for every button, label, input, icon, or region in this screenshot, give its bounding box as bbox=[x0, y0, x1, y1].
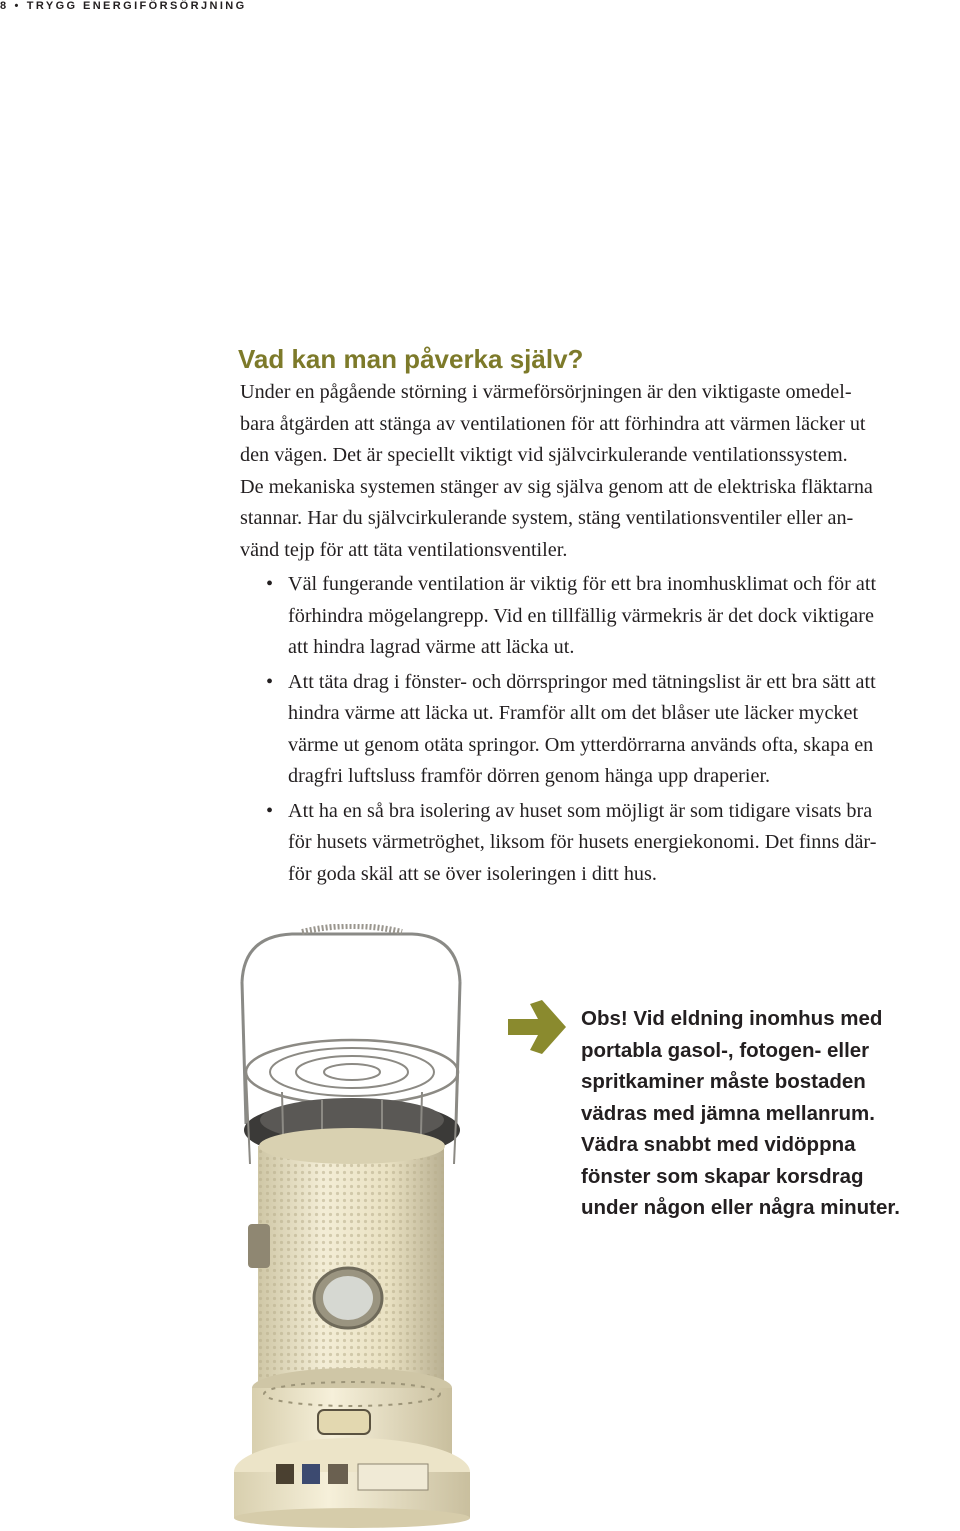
section-title: TRYGG ENERGIFÖRSÖRJNING bbox=[26, 0, 247, 12]
notice-line: portabla gasol-, fotogen- eller bbox=[581, 1038, 870, 1062]
list-item-line: för goda skäl att se över isoleringen i ditt hus. bbox=[288, 862, 657, 885]
intro-line: stannar. Har du självcirkulerande system, stäng ventilationsventiler eller an- bbox=[240, 507, 854, 529]
notice-line: under någon eller några minuter. bbox=[581, 1196, 900, 1219]
notice-line: spritkaminer måste bostaden bbox=[581, 1070, 866, 1093]
notice-line: vädras med jämna mellanrum. bbox=[581, 1101, 875, 1125]
intro-line: den vägen. Det är speciellt viktigt vid självcirkulerande ventilationssystem. bbox=[240, 444, 848, 466]
list-item bbox=[240, 796, 960, 891]
intro-line: bara åtgärden att stänga av ventilationen för att förhindra att värmen läcker ut bbox=[240, 412, 866, 435]
intro-line: vänd tejp för att täta ventilationsventiler. bbox=[240, 538, 568, 561]
intro-paragraph bbox=[240, 377, 960, 566]
notice-box bbox=[581, 1003, 900, 1224]
list-item-line: värme ut genom otäta springor. Om ytterdörrarna används ofta, skapa en bbox=[288, 733, 874, 756]
list-item bbox=[240, 667, 960, 793]
list-item bbox=[240, 569, 960, 664]
body-text bbox=[240, 377, 960, 893]
notice-line: Vädra snabbt med vidöppna bbox=[581, 1133, 856, 1156]
bullet-icon: • bbox=[266, 573, 274, 595]
list-item-line: Att täta drag i fönster- och dörrspringor med tätningslist är ett bra sätt att bbox=[288, 670, 876, 693]
notice-line: Obs! Vid eldning inomhus med bbox=[581, 1007, 883, 1030]
advice-list bbox=[240, 569, 960, 890]
intro-line: Under en pågående störning i värmeförsörjningen är den viktigaste omedel- bbox=[240, 381, 852, 403]
list-item-line: att hindra lagrad värme att läcka ut. bbox=[288, 636, 575, 658]
list-item-line: förhindra mögelangrepp. Vid en tillfällig värmekris är det dock viktigare bbox=[288, 604, 874, 627]
intro-line: De mekaniska systemen stänger av sig själva genom att de elektriska fläktarna bbox=[240, 475, 873, 498]
bullet-icon: • bbox=[266, 670, 274, 693]
list-item-line: hindra värme att läcka ut. Framför allt om det blåser ute läcker mycket bbox=[288, 702, 859, 724]
kerosene-heater-photo bbox=[222, 924, 484, 1528]
list-item-line: Att ha en så bra isolering av huset som möjligt är som tidigare visats bra bbox=[288, 799, 873, 822]
list-item-line: för husets värmetröghet, liksom för husets energiekonomi. Det finns där- bbox=[288, 831, 877, 853]
section-heading: Vad kan man påverka själv? bbox=[238, 344, 584, 374]
running-head-bullet: • bbox=[14, 0, 21, 12]
page-number: 8 bbox=[0, 0, 9, 12]
bullet-icon: • bbox=[266, 799, 274, 822]
list-item-line: dragfri luftsluss framför dörren genom hänga upp draperier. bbox=[288, 765, 771, 787]
right-arrow-icon bbox=[508, 1000, 566, 1054]
list-item-line: Väl fungerande ventilation är viktig för ett bra inomhusklimat och för att bbox=[288, 573, 877, 595]
running-head bbox=[0, 0, 247, 12]
notice-line: fönster som skapar korsdrag bbox=[581, 1164, 864, 1188]
